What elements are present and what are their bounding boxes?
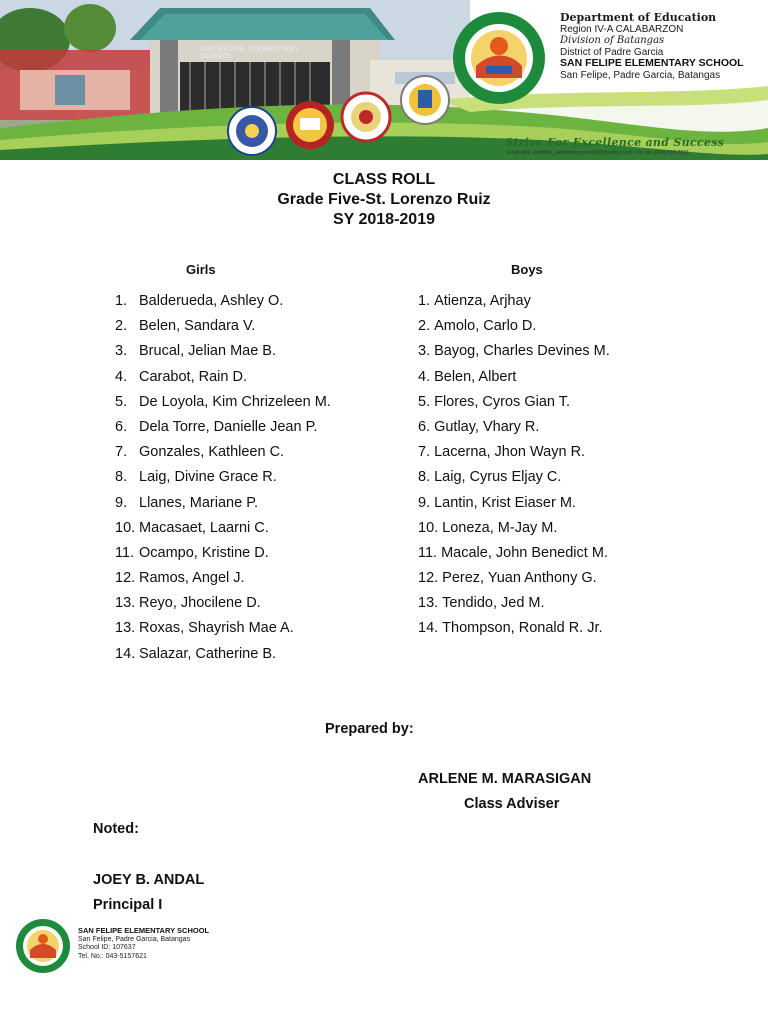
student-name: Salazar, Catherine B. bbox=[139, 645, 277, 662]
header-banner bbox=[0, 0, 768, 160]
item-number: 13. bbox=[418, 595, 439, 612]
school-address: San Felipe, Padre Garcia, Batangas bbox=[560, 69, 721, 81]
list-item bbox=[115, 390, 331, 415]
list-item bbox=[418, 491, 610, 516]
student-name: Atienza, Arjhay bbox=[434, 293, 531, 309]
student-name: Dela Torre, Danielle Jean P. bbox=[139, 418, 318, 435]
student-name: Belen, Sandara V. bbox=[139, 318, 256, 335]
student-name: Brucal, Jelian Mae B. bbox=[139, 343, 277, 360]
list-item bbox=[418, 616, 610, 641]
item-number: 12. bbox=[418, 570, 439, 587]
list-item bbox=[115, 591, 331, 616]
student-name: Reyo, Jhocilene D. bbox=[139, 595, 261, 612]
student-name: Laig, Cyrus Eljay C. bbox=[434, 469, 562, 486]
class-section: Grade Five-St. Lorenzo Ruiz bbox=[277, 191, 491, 208]
student-name: Flores, Cyros Gian T. bbox=[434, 393, 571, 410]
list-item bbox=[418, 591, 610, 616]
item-number: 1. bbox=[418, 293, 431, 309]
item-number: 3. bbox=[115, 343, 128, 360]
item-number: 10. bbox=[115, 519, 136, 536]
list-item bbox=[115, 465, 331, 490]
item-number: 7. bbox=[115, 444, 128, 461]
list-item bbox=[115, 289, 331, 314]
noted-label: Noted: bbox=[93, 821, 139, 837]
item-number: 12. bbox=[115, 570, 136, 587]
student-name: Llanes, Mariane P. bbox=[139, 494, 259, 511]
list-item bbox=[418, 566, 610, 591]
item-number: 14. bbox=[418, 620, 439, 637]
student-name: De Loyola, Kim Chrizeleen M. bbox=[139, 393, 331, 410]
footer-tel: Tel. No.: 043-5157621 bbox=[78, 952, 147, 960]
division-seal-icon bbox=[342, 93, 390, 141]
student-name: Lantin, Krist Eiaser M. bbox=[434, 494, 576, 511]
item-number: 13. bbox=[115, 595, 136, 612]
list-item bbox=[115, 566, 331, 591]
list-item bbox=[418, 440, 610, 465]
adviser-role: Class Adviser bbox=[464, 796, 560, 812]
list-item bbox=[115, 365, 331, 390]
header-letterhead bbox=[560, 12, 765, 81]
principal-role: Principal I bbox=[93, 897, 163, 913]
deped-seal-icon bbox=[228, 107, 276, 155]
footer-school-id: School ID: 107637 bbox=[78, 944, 136, 951]
adviser-name: ARLENE M. MARASIGAN bbox=[418, 771, 592, 787]
list-item bbox=[115, 541, 331, 566]
list-item bbox=[115, 516, 331, 541]
student-name: Amolo, Carlo D. bbox=[434, 318, 537, 335]
list-item bbox=[418, 314, 610, 339]
list-item bbox=[115, 415, 331, 440]
student-name: Perez, Yuan Anthony G. bbox=[442, 570, 597, 587]
student-name: Thompson, Ronald R. Jr. bbox=[442, 620, 603, 637]
list-item bbox=[115, 339, 331, 364]
school-motto: Strive For Excellence and Success bbox=[505, 136, 725, 149]
region-name: Region IV-A CALABARZON bbox=[560, 23, 684, 35]
school-name: SAN FELIPE ELEMENTARY SCHOOL bbox=[560, 57, 744, 69]
student-name: Carabot, Rain D. bbox=[139, 368, 247, 385]
item-number: 3. bbox=[418, 343, 431, 360]
student-name: Tendido, Jed M. bbox=[442, 595, 545, 612]
student-name: Loneza, M-Jay M. bbox=[442, 519, 558, 536]
school-logo-icon bbox=[453, 12, 545, 104]
student-name: Lacerna, Jhon Wayn R. bbox=[434, 444, 586, 461]
list-item bbox=[115, 616, 331, 641]
item-number: 9. bbox=[418, 494, 431, 511]
list-item bbox=[418, 339, 610, 364]
item-number: 2. bbox=[115, 318, 128, 335]
student-name: Ocampo, Kristine D. bbox=[139, 544, 269, 561]
list-item bbox=[418, 516, 610, 541]
item-number: 10. bbox=[418, 519, 439, 536]
item-number: 5. bbox=[418, 393, 431, 410]
item-number: 14. bbox=[115, 645, 136, 662]
footer-address: San Felipe, Padre Garcia, Batangas bbox=[78, 935, 191, 943]
list-item bbox=[115, 491, 331, 516]
list-item bbox=[418, 365, 610, 390]
girls-list bbox=[115, 289, 331, 667]
list-item bbox=[418, 390, 610, 415]
item-number: 11. bbox=[115, 544, 135, 561]
item-number: 13. bbox=[115, 620, 136, 637]
footer-info bbox=[78, 927, 209, 961]
item-number: 6. bbox=[418, 418, 431, 435]
item-number: 4. bbox=[418, 368, 431, 385]
school-year: SY 2018-2019 bbox=[332, 211, 435, 228]
list-item bbox=[115, 314, 331, 339]
item-number: 8. bbox=[115, 469, 128, 486]
division-name: Division of Batangas bbox=[560, 35, 665, 46]
boys-heading: Boys bbox=[511, 262, 543, 277]
contact-line: Email add: sanfelipe_elementaryschool109@yahoo.com • Tel. No. (043) 515-7621 bbox=[507, 150, 689, 156]
list-item bbox=[115, 440, 331, 465]
list-item bbox=[115, 642, 331, 667]
girls-heading: Girls bbox=[186, 262, 216, 277]
item-number: 2. bbox=[418, 318, 431, 335]
document-title: CLASS ROLL bbox=[332, 171, 436, 188]
school-seal-icon bbox=[286, 101, 334, 149]
student-name: Gutlay, Vhary R. bbox=[434, 418, 540, 435]
list-item bbox=[418, 289, 610, 314]
student-name: Roxas, Shayrish Mae A. bbox=[139, 620, 294, 637]
student-name: Macale, John Benedict M. bbox=[441, 544, 608, 561]
building-sign: SAN FELIPE ELEMENTARY SCHOOL bbox=[200, 46, 300, 60]
item-number: 11. bbox=[418, 544, 438, 561]
student-name: Gonzales, Kathleen C. bbox=[139, 444, 285, 461]
item-number: 1. bbox=[115, 293, 128, 309]
prepared-by-label: Prepared by: bbox=[325, 721, 414, 737]
padre-garcia-seal-icon bbox=[401, 76, 449, 124]
boys-list bbox=[418, 289, 610, 642]
principal-name: JOEY B. ANDAL bbox=[93, 872, 205, 888]
item-number: 4. bbox=[115, 368, 128, 385]
student-name: Macasaet, Laarni C. bbox=[139, 519, 269, 536]
district-name: District of Padre Garcia bbox=[560, 46, 664, 58]
item-number: 7. bbox=[418, 444, 431, 461]
student-name: Laig, Divine Grace R. bbox=[139, 469, 277, 486]
student-name: Belen, Albert bbox=[434, 368, 517, 385]
student-name: Bayog, Charles Devines M. bbox=[434, 343, 610, 360]
list-item bbox=[418, 465, 610, 490]
dept-name: Department of Education bbox=[560, 11, 717, 24]
student-name: Ramos, Angel J. bbox=[139, 570, 245, 587]
student-name: Balderueda, Ashley O. bbox=[139, 293, 284, 309]
item-number: 9. bbox=[115, 494, 128, 511]
list-item bbox=[418, 541, 610, 566]
footer-school-name: SAN FELIPE ELEMENTARY SCHOOL bbox=[78, 926, 210, 935]
footer-school-logo-icon bbox=[12, 918, 74, 974]
item-number: 5. bbox=[115, 393, 128, 410]
list-item bbox=[418, 415, 610, 440]
item-number: 8. bbox=[418, 469, 431, 486]
item-number: 6. bbox=[115, 418, 128, 435]
